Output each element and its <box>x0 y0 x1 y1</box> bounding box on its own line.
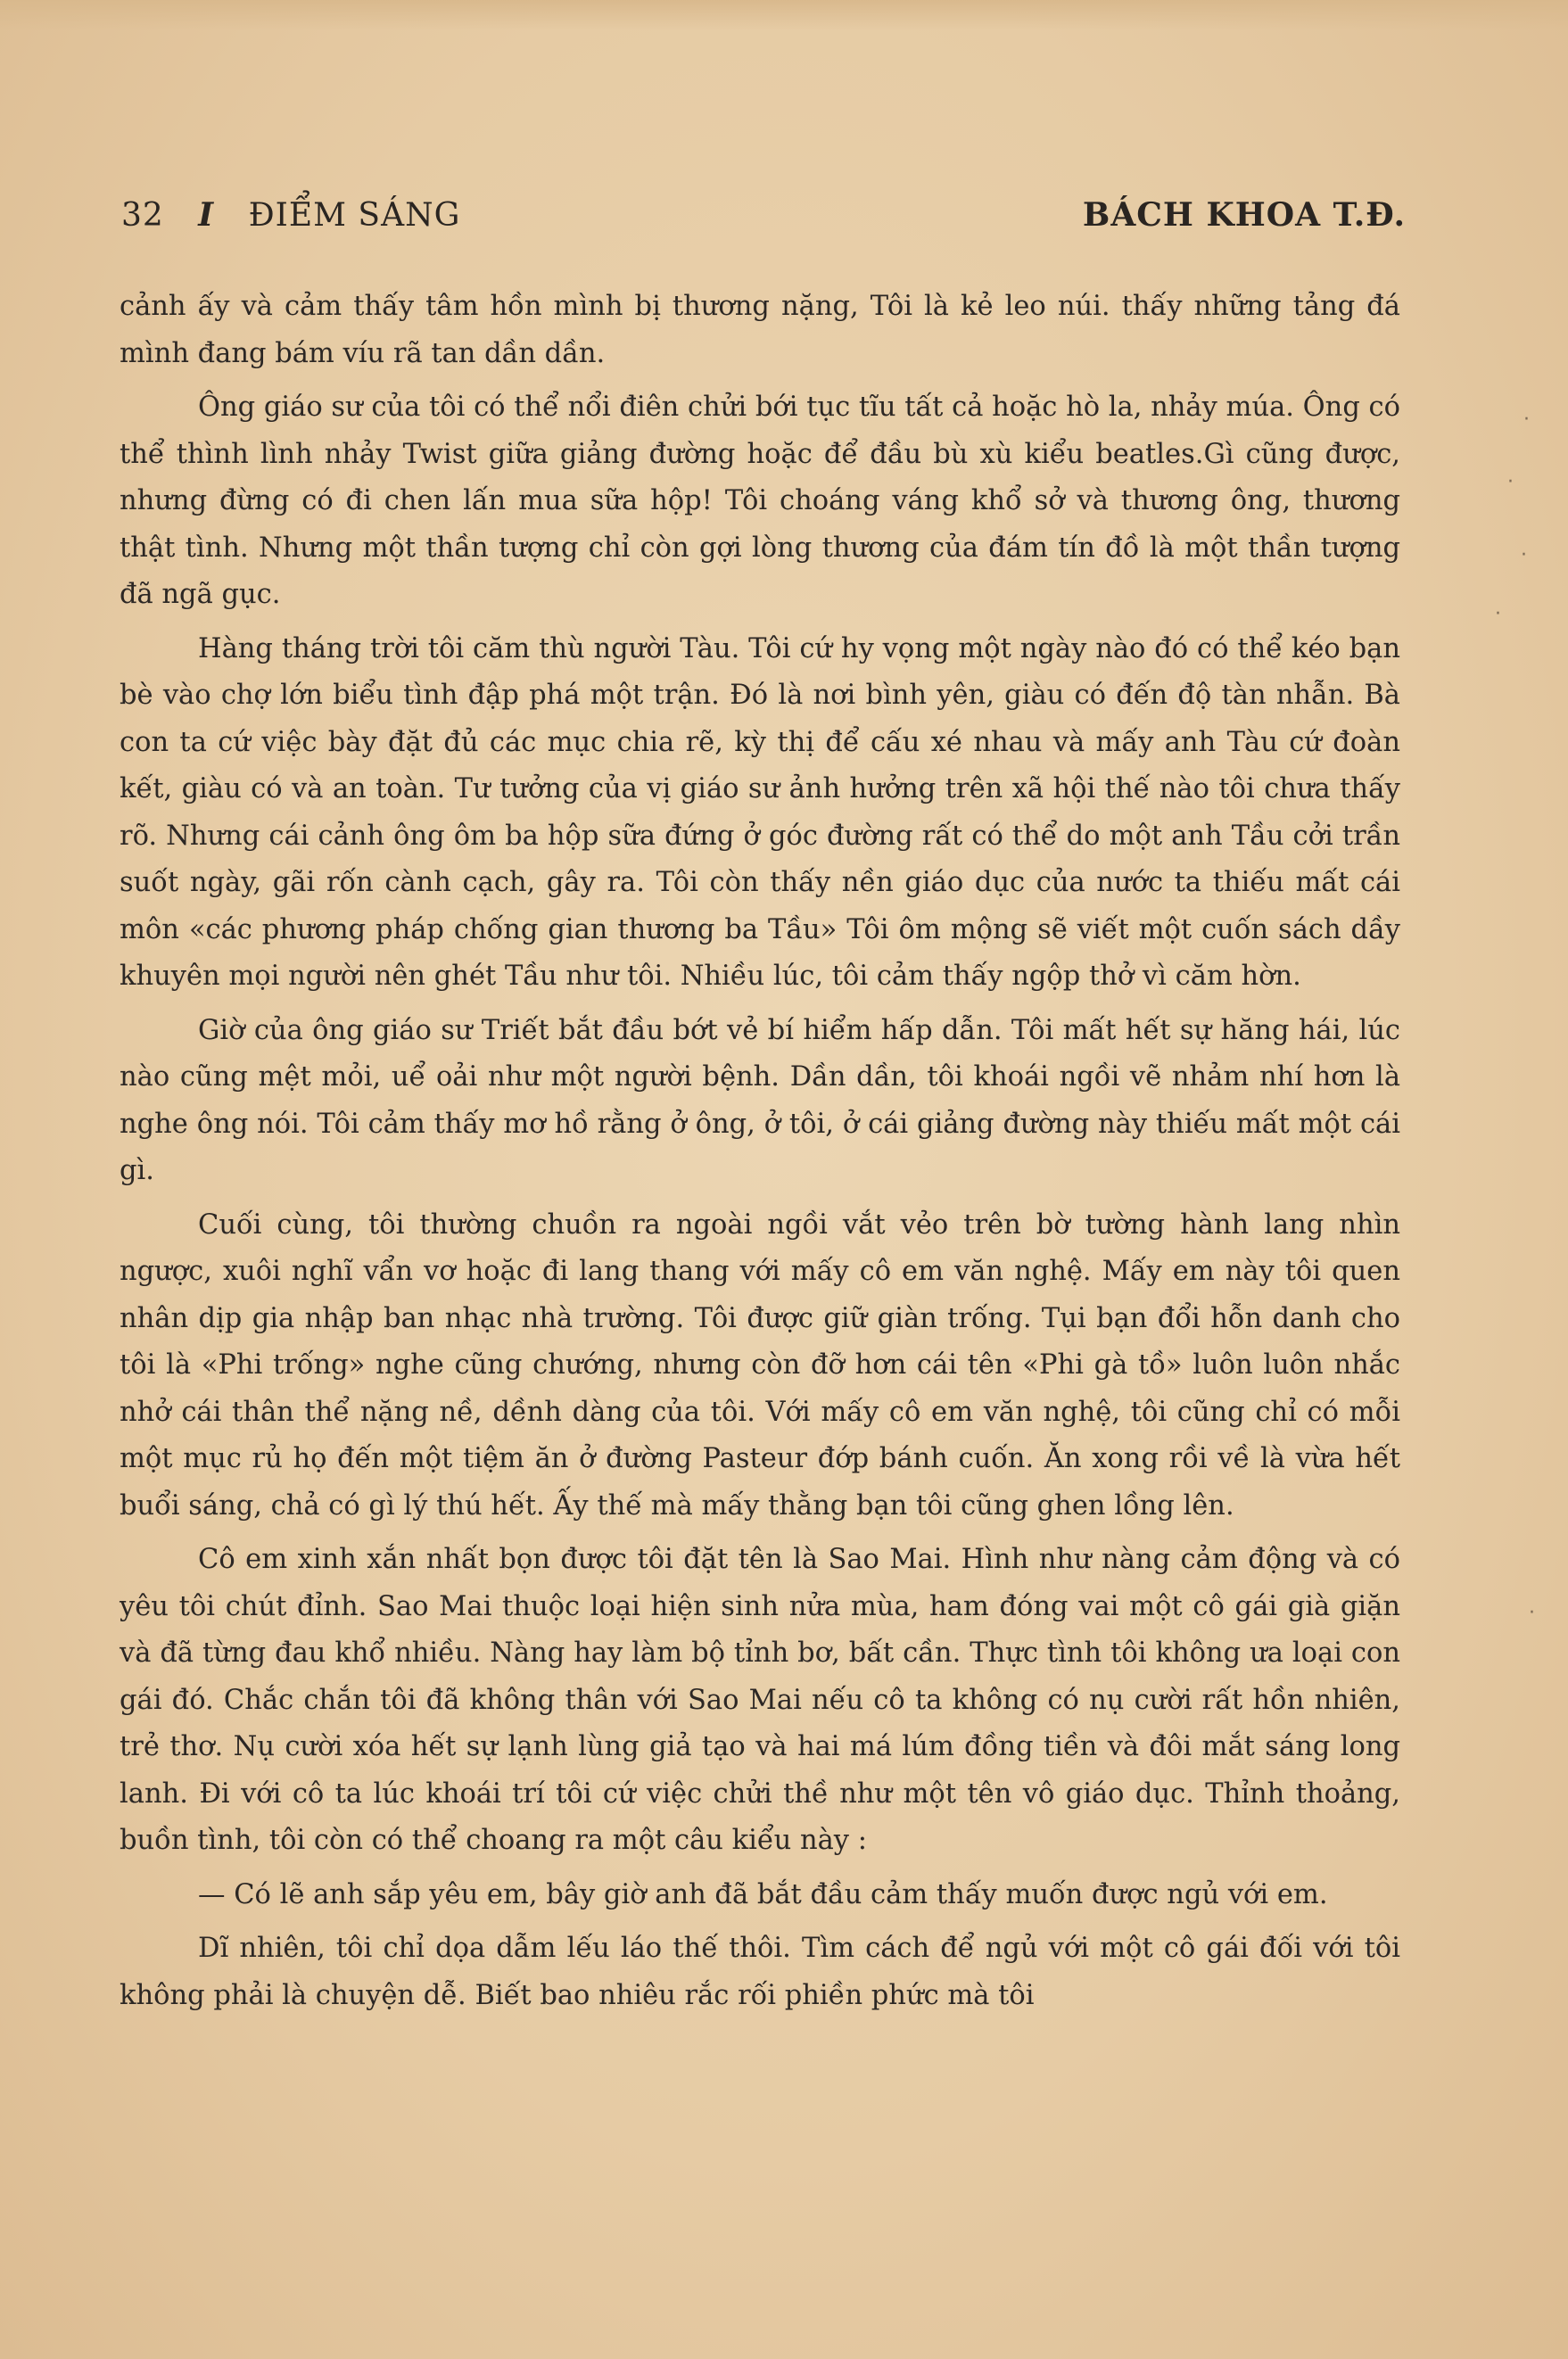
dialogue-line: — Có lẽ anh sắp yêu em, bây giờ anh đã bắt đầu cảm thấy muốn được ngủ với em. <box>198 1878 1328 1910</box>
paragraph: Ông giáo sư của tôi có thể nổi điên chửi bới tục tĩu tất cả hoặc hò la, nhảy múa. Ông có thể thình lình nhảy Twist giữa giảng đường hoặc để đầu bù xù kiểu beatles.Gì cũng được, nhưng đừng có đi chen lấn mua sữa hộp! Tôi choáng váng khổ sở và thương ông, thương thật tình. Nhưng một thần tượng chỉ còn gợi lòng thương của đám tín đồ là một thần tượng đã ngã gục. <box>120 392 1400 610</box>
running-header <box>121 196 1406 250</box>
paragraph: Dĩ nhiên, tôi chỉ dọa dẫm lếu láo thế thôi. Tìm cách để ngủ với một cô gái đối với tôi không phải là chuyện dễ. Biết bao nhiêu rắc rối phiền phức mà tôi <box>120 1933 1400 2011</box>
header-left <box>121 196 460 234</box>
paragraph: Cuối cùng, tôi thường chuồn ra ngoài ngồi vắt vẻo trên bờ tường hành lang nhìn ngược, xuôi nghĩ vẩn vơ hoặc đi lang thang với mấy cô em văn nghệ. Mấy em này tôi quen nhân dịp gia nhập ban nhạc nhà trường. Tôi được giữ giàn trống. Tụi bạn đổi hỗn danh cho tôi là «Phi trống» nghe cũng chướng, nhưng còn đỡ hơn cái tên «Phi gà tồ» luôn luôn nhắc nhở cái thân thể nặng nề, dềnh dàng của tôi. Với mấy cô em văn nghệ, tôi cũng chỉ có mỗi một mục rủ họ đến một tiệm ăn ở đường Pasteur đớp bánh cuốn. Ăn xong rồi về là vừa hết buổi sáng, chả có gì lý thú hết. Ấy thế mà mấy thằng bạn tôi cũng ghen lồng lên. <box>120 1208 1400 1522</box>
margin-speck: · <box>1521 544 1527 566</box>
margin-speck: · <box>1529 1602 1535 1624</box>
paragraph: Giờ của ông giáo sư Triết bắt đầu bớt vẻ bí hiểm hấp dẫn. Tôi mất hết sự hăng hái, lúc nào cũng mệt mỏi, uể oải như một người bệnh. Dần dần, tôi khoái ngồi vẽ nhảm nhí hơn là nghe ông nói. Tôi cảm thấy mơ hồ rằng ở ông, ở tôi, ở cái giảng đường này thiếu mất một cái gì. <box>120 1014 1400 1186</box>
page-number: 32 <box>121 197 164 234</box>
page-top-edge <box>0 0 1568 30</box>
body-text <box>120 284 1400 2019</box>
paragraph: Cô em xinh xắn nhất bọn được tôi đặt tên là Sao Mai. Hình như nàng cảm động và có yêu tôi chút đỉnh. Sao Mai thuộc loại hiện sinh nửa mùa, ham đóng vai một cô gái già giặn và đã từng đau khổ nhiều. Nàng hay làm bộ tỉnh bơ, bất cần. Thực tình tôi không ưa loại con gái đó. Chắc chắn tôi đã không thân với Sao Mai nếu cô ta không có nụ cười rất hồn nhiên, trẻ thơ. Nụ cười xóa hết sự lạnh lùng giả tạo và hai má lúm đồng tiền và đôi mắt sáng long lanh. Đi với cô ta lúc khoái trí tôi cứ việc chửi thề như một tên vô giáo dục. Thỉnh thoảng, buồn tình, tôi còn có thể choang ra một câu kiểu này : <box>120 1544 1400 1856</box>
header-separator: I <box>198 196 215 234</box>
margin-speck: · <box>1523 408 1530 431</box>
section-title: ĐIỂM SÁNG <box>248 197 461 234</box>
paragraph: cảnh ấy và cảm thấy tâm hồn mình bị thương nặng, Tôi là kẻ leo núi. thấy những tảng đá mình đang bám víu rã tan dần dần. <box>120 291 1400 369</box>
margin-speck: · <box>1507 471 1514 493</box>
publication-title: BÁCH KHOA T.Đ. <box>1082 196 1406 234</box>
paragraph: Hàng tháng trời tôi căm thù người Tàu. Tôi cứ hy vọng một ngày nào đó có thể kéo bạn bè vào chợ lớn biểu tình đập phá một trận. Đó là nơi bình yên, giàu có đến độ tàn nhẫn. Bà con ta cứ việc bày đặt đủ các mục chia rẽ, kỳ thị để cấu xé nhau và mấy anh Tàu cứ đoàn kết, giàu có và an toàn. Tư tưởng của vị giáo sư ảnh hưởng trên xã hội thế nào tôi chưa thấy rõ. Nhưng cái cảnh ông ôm ba hộp sữa đứng ở góc đường rất có thể do một anh Tầu cởi trần suốt ngày, gãi rốn cành cạch, gây ra. Tôi còn thấy nền giáo dục của nước ta thiếu mất cái môn «các phương pháp chống gian thương ba Tầu» Tôi ôm mộng sẽ viết một cuốn sách dầy khuyên mọi người nên ghét Tầu như tôi. Nhiều lúc, tôi cảm thấy ngộp thở vì căm hờn. <box>120 632 1400 992</box>
margin-speck: · <box>1495 603 1501 625</box>
